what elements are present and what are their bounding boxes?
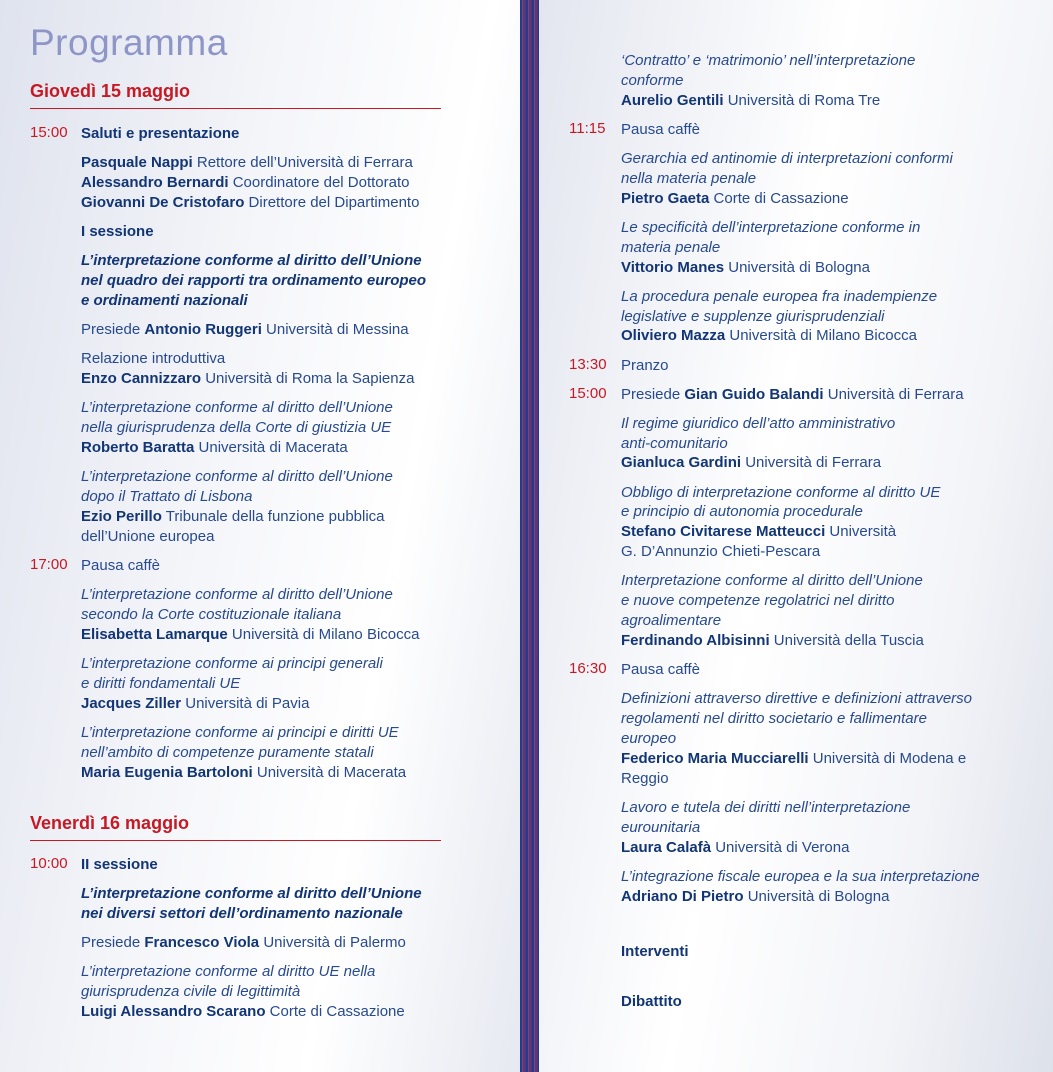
session-title: nel quadro dei rapporti tra ordinamento europeo <box>81 272 427 289</box>
speaker-line <box>81 193 419 213</box>
speaker-name: Vittorio Manes <box>621 259 725 276</box>
chair-line <box>621 385 964 405</box>
binding-spine <box>520 0 539 1072</box>
speaker-name: Alessandro Bernardi <box>81 174 229 191</box>
session-heading: I sessione <box>81 223 154 240</box>
speaker-affiliation: Università <box>829 523 897 540</box>
chair-name: Antonio Ruggeri <box>144 321 262 338</box>
session-heading: Interventi <box>621 943 689 960</box>
talk-title: giurisprudenza civile di legittimità <box>81 983 301 1000</box>
speaker-name: Enzo Cannizzaro <box>81 370 202 387</box>
talk-title: materia penale <box>621 239 721 256</box>
speaker-name: Ferdinando Albisinni <box>621 632 770 649</box>
speaker-affiliation: Corte di Cassazione <box>269 1003 405 1020</box>
speaker-affiliation: Università di Roma la Sapienza <box>205 370 415 387</box>
talk-title: nella materia penale <box>621 170 757 187</box>
speaker-affiliation: Università di Bologna <box>747 888 890 905</box>
time-slot: 17:00 <box>30 556 68 573</box>
talk-title: L’interpretazione conforme al diritto UE nella <box>81 963 376 980</box>
time-slot: 15:00 <box>569 385 607 402</box>
speaker-name: Aurelio Gentili <box>621 92 724 109</box>
speaker-line <box>81 1002 405 1022</box>
talk-title: e diritti fondamentali UE <box>81 675 241 692</box>
talk-title: L’interpretazione conforme al diritto dell’Unione <box>81 399 393 416</box>
speaker-line <box>621 189 849 209</box>
talk-title: dopo il Trattato di Lisbona <box>81 488 253 505</box>
speaker-affiliation: Corte di Cassazione <box>713 190 849 207</box>
speaker-affiliation: Università di Verona <box>715 839 850 856</box>
program-note: Reggio <box>621 770 669 787</box>
left-page <box>0 0 520 1072</box>
talk-title: L’interpretazione conforme ai principi generali <box>81 655 383 672</box>
talk-title: Gerarchia ed antinomie di interpretazioni conformi <box>621 150 953 167</box>
day-heading-1: Giovedì 15 maggio <box>30 81 441 109</box>
speaker-affiliation: Università di Bologna <box>728 259 870 276</box>
talk-title: nell’ambito di competenze puramente statali <box>81 744 374 761</box>
program-note: Pranzo <box>621 357 669 374</box>
speaker-line <box>621 326 917 346</box>
speaker-affiliation: Università di Macerata <box>256 764 407 781</box>
speaker-affiliation: Università di Modena e <box>812 750 967 767</box>
time-slot: 10:00 <box>30 855 68 872</box>
speaker-name: Gianluca Gardini <box>621 454 742 471</box>
chair-line <box>81 320 409 340</box>
session-title: L’interpretazione conforme al diritto dell’Unione <box>81 252 422 269</box>
talk-title: La procedura penale europea fra inadempienze <box>621 288 938 305</box>
session-heading: Dibattito <box>621 993 682 1010</box>
talk-title: anti-comunitario <box>621 435 728 452</box>
speaker-name: Laura Calafà <box>621 839 712 856</box>
speaker-affiliation: Coordinatore del Dottorato <box>232 174 410 191</box>
session-title: L’interpretazione conforme al diritto dell’Unione <box>81 885 422 902</box>
session-heading: II sessione <box>81 856 158 873</box>
talk-title: Obbligo di interpretazione conforme al diritto UE <box>621 484 941 501</box>
speaker-line <box>81 153 413 173</box>
speaker-line <box>81 694 309 714</box>
speaker-affiliation: Università di Ferrara <box>745 454 882 471</box>
speaker-name: Giovanni De Cristofaro <box>81 194 245 211</box>
talk-title: Le specificità dell’interpretazione conforme in <box>621 219 921 236</box>
chair-label: Presiede <box>621 386 681 403</box>
speaker-name: Luigi Alessandro Scarano <box>81 1003 266 1020</box>
time-slot: 15:00 <box>30 124 68 141</box>
chair-affiliation: Università di Messina <box>266 321 409 338</box>
talk-title: Interpretazione conforme al diritto dell’Unione <box>621 572 923 589</box>
program-note: Pausa caffè <box>81 557 160 574</box>
speaker-line <box>81 763 406 783</box>
speaker-line <box>621 631 924 651</box>
speaker-line <box>621 522 896 542</box>
time-slot: 13:30 <box>569 356 607 373</box>
speaker-line <box>81 507 385 527</box>
program-note: dell’Unione europea <box>81 528 215 545</box>
page-title: Programma <box>30 22 228 63</box>
day-heading-2: Venerdì 16 maggio <box>30 813 441 841</box>
chair-name: Gian Guido Balandi <box>684 386 824 403</box>
talk-title: e principio di autonomia procedurale <box>621 503 863 520</box>
speaker-name: Maria Eugenia Bartoloni <box>81 764 253 781</box>
speaker-line <box>621 749 966 769</box>
program-note: Pausa caffè <box>621 121 700 138</box>
speaker-affiliation: Tribunale della funzione pubblica <box>165 508 385 525</box>
talk-title: Definizioni attraverso direttive e definizioni attraverso <box>621 690 972 707</box>
session-title: e ordinamenti nazionali <box>81 292 248 309</box>
talk-title: Lavoro e tutela dei diritti nell’interpretazione <box>621 799 911 816</box>
talk-title: regolamenti nel diritto societario e fallimentare <box>621 710 927 727</box>
time-slot: 16:30 <box>569 660 607 677</box>
talk-title: eurounitaria <box>621 819 701 836</box>
talk-title: Il regime giuridico dell’atto amministrativo <box>621 415 896 432</box>
speaker-affiliation: Università di Roma Tre <box>727 92 881 109</box>
speaker-line <box>81 438 348 458</box>
chair-affiliation: Università di Ferrara <box>827 386 964 403</box>
speaker-name: Adriano Di Pietro <box>621 888 744 905</box>
chair-affiliation: Università di Palermo <box>263 934 406 951</box>
speaker-line <box>81 625 419 645</box>
talk-title: L’interpretazione conforme al diritto dell’Unione <box>81 468 393 485</box>
speaker-line <box>621 91 880 111</box>
speaker-line <box>621 838 849 858</box>
program-note: Pausa caffè <box>621 661 700 678</box>
talk-title: legislative e supplenze giurisprudenziali <box>621 308 885 325</box>
time-slot: 11:15 <box>569 120 606 137</box>
speaker-name: Federico Maria Mucciarelli <box>621 750 809 767</box>
chair-name: Francesco Viola <box>144 934 260 951</box>
speaker-affiliation: Università di Pavia <box>185 695 310 712</box>
chair-label: Presiede <box>81 321 141 338</box>
speaker-affiliation: Università di Milano Bicocca <box>231 626 420 643</box>
speaker-line <box>81 173 410 193</box>
speaker-name: Oliviero Mazza <box>621 327 726 344</box>
speaker-line <box>621 887 889 907</box>
speaker-name: Jacques Ziller <box>81 695 182 712</box>
chair-line <box>81 933 406 953</box>
program-note: G. D’Annunzio Chieti-Pescara <box>621 543 821 560</box>
speaker-line <box>621 258 870 278</box>
speaker-affiliation: Rettore dell’Università di Ferrara <box>196 154 413 171</box>
talk-title: e nuove competenze regolatrici nel diritto <box>621 592 895 609</box>
speaker-name: Stefano Civitarese Matteucci <box>621 523 826 540</box>
speaker-name: Elisabetta Lamarque <box>81 626 228 643</box>
speaker-affiliation: Università della Tuscia <box>773 632 924 649</box>
talk-title: agroalimentare <box>621 612 722 629</box>
talk-title: L’integrazione fiscale europea e la sua interpretazione <box>621 868 980 885</box>
speaker-line <box>621 453 881 473</box>
talk-title: ‘Contratto’ e ‘matrimonio’ nell’interpretazione <box>621 52 916 69</box>
speaker-affiliation: Università di Milano Bicocca <box>729 327 917 344</box>
speaker-affiliation: Università di Macerata <box>198 439 348 456</box>
speaker-line <box>81 369 414 389</box>
talk-title: L’interpretazione conforme ai principi e diritti UE <box>81 724 399 741</box>
talk-title: europeo <box>621 730 677 747</box>
session-heading: Saluti e presentazione <box>81 125 240 142</box>
speaker-name: Roberto Baratta <box>81 439 195 456</box>
speaker-name: Pietro Gaeta <box>621 190 710 207</box>
program-note: Relazione introduttiva <box>81 350 226 367</box>
speaker-name: Ezio Perillo <box>81 508 162 525</box>
speaker-affiliation: Direttore del Dipartimento <box>248 194 420 211</box>
talk-title: secondo la Corte costituzionale italiana <box>81 606 342 623</box>
chair-label: Presiede <box>81 934 141 951</box>
talk-title: conforme <box>621 72 684 89</box>
talk-title: nella giurisprudenza della Corte di giustizia UE <box>81 419 392 436</box>
speaker-name: Pasquale Nappi <box>81 154 193 171</box>
session-title: nei diversi settori dell’ordinamento nazionale <box>81 905 403 922</box>
talk-title: L’interpretazione conforme al diritto dell’Unione <box>81 586 393 603</box>
